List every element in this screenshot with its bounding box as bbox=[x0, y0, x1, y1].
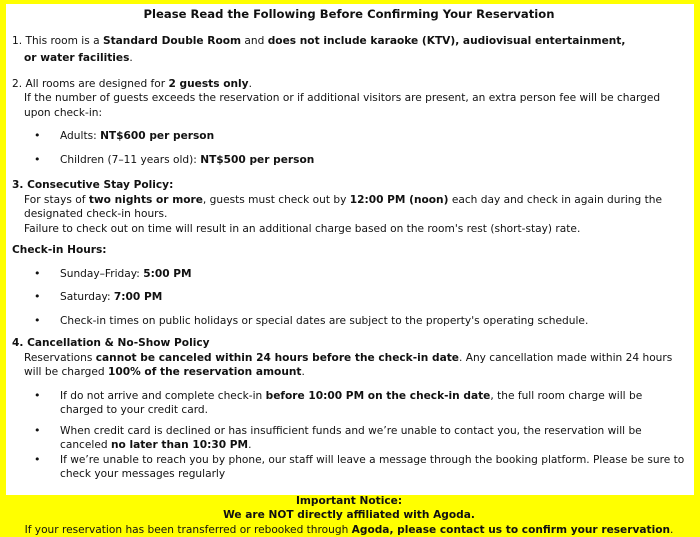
saturday-time: 7:00 PM bbox=[114, 291, 162, 303]
checkin-deadline: before 10:00 PM on the check-in date bbox=[266, 390, 491, 402]
no-cancel-window: cannot be canceled within 24 hours before the check-in date bbox=[96, 352, 459, 364]
section-2-period: . bbox=[249, 78, 252, 90]
text-run: Reservations bbox=[24, 352, 96, 364]
notice-sheet bbox=[6, 4, 694, 495]
cancel-deadline: no later than 10:30 PM bbox=[111, 439, 248, 451]
important-notice bbox=[12, 494, 686, 537]
section-1-line2 bbox=[12, 51, 686, 66]
weekday-label: Sunday–Friday: bbox=[60, 268, 143, 280]
section-2-number: 2. bbox=[12, 78, 25, 90]
list-item: • If we’re unable to reach you by phone, our staff will leave a message through the booking platform. Please be sure to check your messages regularly bbox=[12, 453, 686, 482]
checkout-time: 12:00 PM (noon) bbox=[350, 194, 449, 206]
section-1 bbox=[12, 34, 686, 49]
list-item: • Check-in times on public holidays or special dates are subject to the property's operating schedule. bbox=[12, 314, 686, 329]
consecutive-stay-text bbox=[12, 193, 686, 222]
agoda-disclaimer: We are NOT directly affiliated with Agoda. bbox=[12, 508, 686, 523]
extra-fee-list bbox=[12, 129, 686, 167]
list-item bbox=[12, 267, 686, 282]
list-item bbox=[12, 389, 686, 418]
list-item bbox=[12, 424, 686, 453]
excluded-facilities: does not include karaoke (KTV), audiovisual entertainment, bbox=[268, 35, 626, 47]
text-run: , guests must check out by bbox=[203, 194, 350, 206]
list-item bbox=[12, 153, 686, 168]
notice-heading: Important Notice: bbox=[12, 494, 686, 509]
text-run: . bbox=[670, 524, 673, 536]
late-checkout-note: Failure to check out on time will result in an additional charge based on the room's rest (short-stay) rate. bbox=[12, 222, 686, 237]
extra-person-note: If the number of guests exceeds the reservation or if additional visitors are present, an extra person fee will be charged upon check-in: bbox=[12, 91, 686, 120]
checkin-list bbox=[12, 267, 686, 329]
text-run: When credit card is declined or has insufficient funds and we’re unable to contact you, the reservation will be canceled bbox=[60, 425, 642, 452]
list-item bbox=[12, 290, 686, 305]
guest-limit: 2 guests only bbox=[168, 78, 248, 90]
section-1-period: . bbox=[129, 52, 132, 64]
page-title: Please Read the Following Before Confirming Your Reservation bbox=[12, 7, 686, 22]
text-run: If your reservation has been transferred or rebooked through bbox=[25, 524, 352, 536]
weekday-time: 5:00 PM bbox=[143, 268, 191, 280]
agoda-contact-note bbox=[12, 523, 686, 537]
two-nights: two nights or more bbox=[89, 194, 203, 206]
text-run: For stays of bbox=[24, 194, 89, 206]
agoda-contact-bold: Agoda, please contact us to confirm your reservation bbox=[352, 524, 670, 536]
children-fee: NT$500 per person bbox=[200, 154, 314, 166]
children-label: Children (7–11 years old): bbox=[60, 154, 200, 166]
section-1-number: 1. bbox=[12, 35, 25, 47]
full-charge: 100% of the reservation amount bbox=[108, 366, 301, 378]
adults-fee: NT$600 per person bbox=[100, 130, 214, 142]
section-2 bbox=[12, 77, 686, 92]
text-run: . bbox=[301, 366, 304, 378]
text-run: . bbox=[248, 439, 251, 451]
section-3-heading: 3. Consecutive Stay Policy: bbox=[12, 178, 686, 193]
text-run: each day and check in again during the designated check-in hours. bbox=[24, 194, 662, 221]
text-run: , the full room charge will be charged to your credit card. bbox=[60, 390, 642, 417]
no-show-list bbox=[12, 389, 686, 482]
checkin-heading: Check-in Hours: bbox=[12, 243, 686, 258]
cancellation-text bbox=[12, 351, 686, 380]
adults-label: Adults: bbox=[60, 130, 100, 142]
text-run: . Any cancellation made within 24 hours will be charged bbox=[24, 352, 672, 379]
section-1-and: and bbox=[241, 35, 268, 47]
section-4-heading: 4. Cancellation & No-Show Policy bbox=[12, 336, 686, 351]
section-2-text: All rooms are designed for bbox=[25, 78, 168, 90]
list-item bbox=[12, 129, 686, 144]
room-type: Standard Double Room bbox=[103, 35, 241, 47]
excluded-facilities-cont: or water facilities bbox=[24, 52, 129, 64]
saturday-label: Saturday: bbox=[60, 291, 114, 303]
text-run: If do not arrive and complete check-in bbox=[60, 390, 266, 402]
section-1-text: This room is a bbox=[25, 35, 102, 47]
